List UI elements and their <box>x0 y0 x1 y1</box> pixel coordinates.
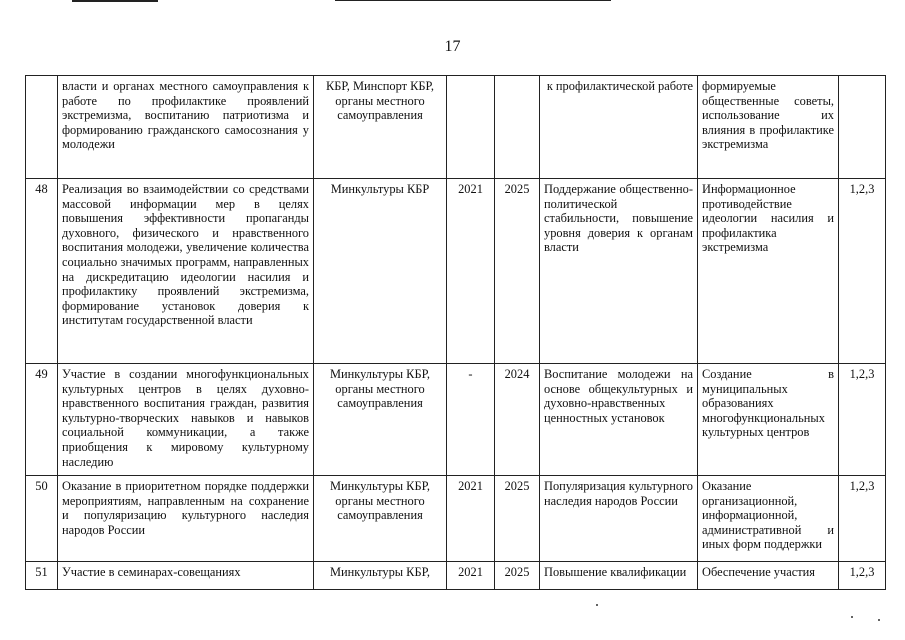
measure-cell: Оказание в приоритетном порядке поддержки мероприятиям, направленным на сохранение и популяризацию культурного наследия народов России <box>58 476 314 562</box>
table-row <box>26 179 886 364</box>
tasks-cell: 1,2,3 <box>839 562 886 590</box>
indicator-cell: Создание в муниципальных образованиях многофункциональных культурных центров <box>698 364 839 476</box>
start-year-cell <box>447 76 495 179</box>
measure-cell: Реализация во взаимодействии со средствами массовой информации мер в целях повышения эффективности пропаганды духовного, физического и нравственного воспитания молодежи, увеличение количества социально значимых программ, направленных на дискредитацию идеологии насилия и профилактику проявлений экстремизма, формирование установок доверия к институтам государственной власти <box>58 179 314 364</box>
executors-cell: КБР, Минспорт КБР, органы местного самоуправления <box>314 76 447 179</box>
end-year-cell: 2025 <box>495 476 540 562</box>
end-year-cell: 2024 <box>495 364 540 476</box>
row-number <box>26 76 58 179</box>
row-number: 49 <box>26 364 58 476</box>
scan-speck <box>878 619 880 621</box>
executors-cell: Минкультуры КБР, органы местного самоуправления <box>314 364 447 476</box>
page-number: 17 <box>444 38 461 55</box>
result-cell: Воспитание молодежи на основе общекультурных и духовно-нравственных ценностных установок <box>540 364 698 476</box>
result-cell: Популяризация культурного наследия народов России <box>540 476 698 562</box>
header-rule-left <box>72 0 158 2</box>
end-year-cell: 2025 <box>495 562 540 590</box>
executors-cell: Минкультуры КБР <box>314 179 447 364</box>
result-cell: к профилактической работе <box>540 76 698 179</box>
end-year-cell <box>495 76 540 179</box>
end-year-cell: 2025 <box>495 179 540 364</box>
scan-speck <box>596 604 598 606</box>
start-year-cell: 2021 <box>447 476 495 562</box>
tasks-cell <box>839 76 886 179</box>
measure-cell: Участие в создании многофункциональных культурных центров в целях духовно-нравственного воспитания граждан, развития культурно-творческих навыков и навыков социальной коммуникации, а также приобщения к мировому культурному наследию <box>58 364 314 476</box>
result-cell: Повышение квалификации <box>540 562 698 590</box>
measures-table <box>25 75 886 590</box>
measure-cell: Участие в семинарах-совещаниях <box>58 562 314 590</box>
start-year-cell: 2021 <box>447 179 495 364</box>
row-number: 50 <box>26 476 58 562</box>
indicator-cell: Обеспечение участия <box>698 562 839 590</box>
table-row <box>26 76 886 179</box>
executors-cell: Минкультуры КБР, <box>314 562 447 590</box>
header-rule-right <box>335 0 611 1</box>
measure-cell: власти и органах местного самоуправления к работе по профилактике проявлений экстремизма, воспитанию патриотизма и формированию гражданского самосознания у молодежи <box>58 76 314 179</box>
tasks-cell: 1,2,3 <box>839 364 886 476</box>
row-number: 48 <box>26 179 58 364</box>
indicator-cell: формируемые общественные советы, использование их влияния в профилактике экстремизма <box>698 76 839 179</box>
table-row <box>26 562 886 590</box>
row-number: 51 <box>26 562 58 590</box>
table-row <box>26 476 886 562</box>
table-row <box>26 364 886 476</box>
executors-cell: Минкультуры КБР, органы местного самоуправления <box>314 476 447 562</box>
indicator-cell: Информационное противодействие идеологии насилия и профилактика экстремизма <box>698 179 839 364</box>
start-year-cell: - <box>447 364 495 476</box>
start-year-cell: 2021 <box>447 562 495 590</box>
indicator-cell: Оказание организационной, информационной, административной и иных форм поддержки <box>698 476 839 562</box>
tasks-cell: 1,2,3 <box>839 179 886 364</box>
result-cell: Поддержание общественно-политической стабильности, повышение уровня доверия к органам власти <box>540 179 698 364</box>
scan-speck <box>851 616 853 618</box>
tasks-cell: 1,2,3 <box>839 476 886 562</box>
